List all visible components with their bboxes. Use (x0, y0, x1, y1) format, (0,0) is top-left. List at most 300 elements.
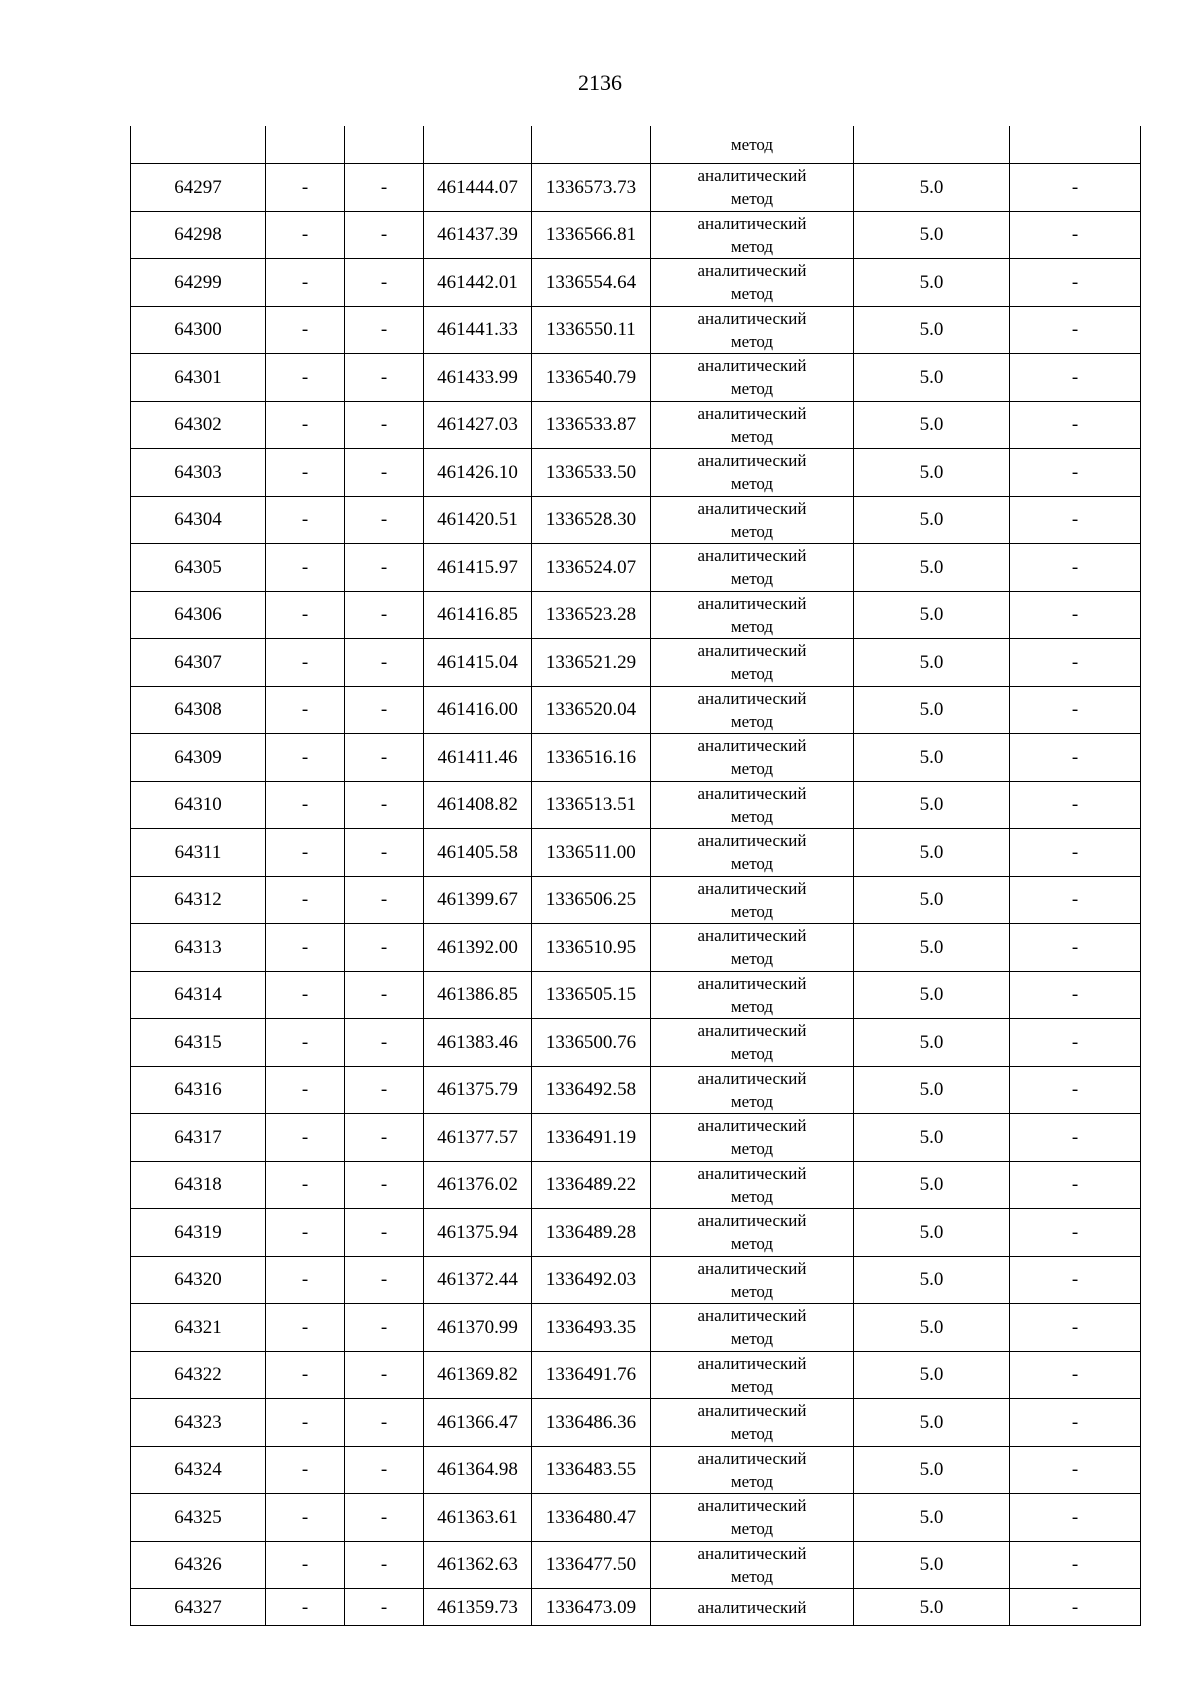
dash-cell: - (266, 781, 345, 829)
table-cell (532, 126, 651, 164)
dash-cell: - (345, 734, 424, 782)
dash-cell: - (266, 924, 345, 972)
table-row (131, 734, 1141, 782)
dash-cell: - (345, 1446, 424, 1494)
x-coordinate-cell: 461416.00 (424, 686, 532, 734)
point-id-cell: 64321 (131, 1304, 266, 1352)
accuracy-cell: 5.0 (854, 449, 1010, 497)
dash-cell: - (266, 876, 345, 924)
x-coordinate-cell: 461415.97 (424, 544, 532, 592)
table-row (131, 591, 1141, 639)
method-cell (651, 971, 854, 1019)
method-cell (651, 401, 854, 449)
dash-cell: - (1010, 686, 1141, 734)
continuation-row (131, 126, 1141, 164)
table-row (131, 1209, 1141, 1257)
method-line-1: аналитический (697, 1021, 807, 1041)
dash-cell: - (1010, 1256, 1141, 1304)
y-coordinate-cell: 1336491.19 (532, 1114, 651, 1162)
method-line-2: метод (730, 854, 774, 874)
method-cell (651, 1351, 854, 1399)
table-row (131, 686, 1141, 734)
y-coordinate-cell: 1336510.95 (532, 924, 651, 972)
x-coordinate-cell: 461405.58 (424, 829, 532, 877)
x-coordinate-cell: 461364.98 (424, 1446, 532, 1494)
point-id-cell: 64309 (131, 734, 266, 782)
method-line-1: аналитический (697, 878, 807, 898)
table-cell (854, 126, 1010, 164)
accuracy-cell: 5.0 (854, 1161, 1010, 1209)
dash-cell: - (1010, 496, 1141, 544)
y-coordinate-cell: 1336493.35 (532, 1304, 651, 1352)
method-line-1: аналитический (697, 1401, 807, 1421)
method-line-2: метод (730, 901, 774, 921)
dash-cell: - (266, 496, 345, 544)
method-line-1: аналитический (697, 1543, 807, 1563)
dash-cell: - (1010, 306, 1141, 354)
dash-cell: - (266, 259, 345, 307)
y-coordinate-cell: 1336505.15 (532, 971, 651, 1019)
method-cell (651, 591, 854, 639)
method-cell (651, 1114, 854, 1162)
table-row (131, 354, 1141, 402)
table-cell (1010, 126, 1141, 164)
point-id-cell: 64302 (131, 401, 266, 449)
method-cell (651, 1446, 854, 1494)
dash-cell: - (266, 1019, 345, 1067)
table-row (131, 401, 1141, 449)
accuracy-cell: 5.0 (854, 259, 1010, 307)
accuracy-cell: 5.0 (854, 1304, 1010, 1352)
method-line-2: метод (730, 379, 774, 399)
y-coordinate-cell: 1336513.51 (532, 781, 651, 829)
point-id-cell: 64297 (131, 164, 266, 212)
method-cell (651, 1161, 854, 1209)
dash-cell: - (1010, 449, 1141, 497)
dash-cell: - (266, 354, 345, 402)
method-line-1: аналитический (697, 1597, 807, 1617)
y-coordinate-cell: 1336533.50 (532, 449, 651, 497)
accuracy-cell: 5.0 (854, 544, 1010, 592)
point-id-cell: 64304 (131, 496, 266, 544)
y-coordinate-cell: 1336492.03 (532, 1256, 651, 1304)
method-line-1: аналитический (697, 1116, 807, 1136)
method-line-2: метод (730, 1281, 774, 1301)
x-coordinate-cell: 461363.61 (424, 1494, 532, 1542)
dash-cell: - (345, 1161, 424, 1209)
accuracy-cell: 5.0 (854, 1209, 1010, 1257)
table-row (131, 639, 1141, 687)
method-line-1: аналитический (697, 1448, 807, 1468)
x-coordinate-cell: 461411.46 (424, 734, 532, 782)
point-id-cell: 64310 (131, 781, 266, 829)
dash-cell: - (1010, 1161, 1141, 1209)
method-line-1: аналитический (697, 783, 807, 803)
table-row (131, 829, 1141, 877)
point-id-cell: 64323 (131, 1399, 266, 1447)
dash-cell: - (1010, 211, 1141, 259)
method-line-2: метод (730, 759, 774, 779)
method-cell (651, 306, 854, 354)
method-line-2: метод (730, 331, 774, 351)
accuracy-cell: 5.0 (854, 306, 1010, 354)
dash-cell: - (266, 591, 345, 639)
dash-cell: - (345, 1494, 424, 1542)
method-line-1: аналитический (697, 1068, 807, 1088)
method-line-2: метод (730, 1044, 774, 1064)
x-coordinate-cell: 461372.44 (424, 1256, 532, 1304)
point-id-cell: 64312 (131, 876, 266, 924)
y-coordinate-cell: 1336480.47 (532, 1494, 651, 1542)
table-row (131, 1019, 1141, 1067)
method-line-2: метод (730, 711, 774, 731)
table-row (131, 1066, 1141, 1114)
table-row (131, 1114, 1141, 1162)
point-id-cell: 64308 (131, 686, 266, 734)
dash-cell: - (345, 306, 424, 354)
x-coordinate-cell: 461433.99 (424, 354, 532, 402)
accuracy-cell: 5.0 (854, 829, 1010, 877)
y-coordinate-cell: 1336521.29 (532, 639, 651, 687)
y-coordinate-cell: 1336473.09 (532, 1589, 651, 1626)
dash-cell: - (266, 306, 345, 354)
method-line-2: метод (730, 949, 774, 969)
dash-cell: - (345, 1114, 424, 1162)
method-cell (651, 686, 854, 734)
table-cell (266, 126, 345, 164)
dash-cell: - (345, 1256, 424, 1304)
dash-cell: - (1010, 1304, 1141, 1352)
method-line-1: аналитический (697, 1353, 807, 1373)
table-row (131, 1161, 1141, 1209)
dash-cell: - (1010, 1541, 1141, 1589)
x-coordinate-cell: 461366.47 (424, 1399, 532, 1447)
x-coordinate-cell: 461441.33 (424, 306, 532, 354)
x-coordinate-cell: 461420.51 (424, 496, 532, 544)
y-coordinate-cell: 1336492.58 (532, 1066, 651, 1114)
method-cell (651, 1019, 854, 1067)
dash-cell: - (266, 449, 345, 497)
method-cell (651, 829, 854, 877)
point-id-cell: 64305 (131, 544, 266, 592)
point-id-cell: 64318 (131, 1161, 266, 1209)
y-coordinate-cell: 1336524.07 (532, 544, 651, 592)
accuracy-cell: 5.0 (854, 924, 1010, 972)
table-body (131, 126, 1141, 1626)
dash-cell: - (266, 1209, 345, 1257)
dash-cell: - (1010, 544, 1141, 592)
dash-cell: - (1010, 591, 1141, 639)
method-line-2: метод (730, 236, 774, 256)
point-id-cell: 64322 (131, 1351, 266, 1399)
y-coordinate-cell: 1336491.76 (532, 1351, 651, 1399)
dash-cell: - (1010, 1494, 1141, 1542)
method-line-2: метод (730, 616, 774, 636)
dash-cell: - (1010, 924, 1141, 972)
accuracy-cell: 5.0 (854, 211, 1010, 259)
method-line-1: аналитический (697, 1258, 807, 1278)
dash-cell: - (345, 971, 424, 1019)
dash-cell: - (1010, 876, 1141, 924)
method-cell (651, 1066, 854, 1114)
dash-cell: - (1010, 401, 1141, 449)
y-coordinate-cell: 1336489.22 (532, 1161, 651, 1209)
method-cell (651, 1541, 854, 1589)
method-line-2: метод (730, 1566, 774, 1586)
dash-cell: - (345, 449, 424, 497)
method-cell (651, 1494, 854, 1542)
dash-cell: - (266, 1446, 345, 1494)
dash-cell: - (345, 1351, 424, 1399)
dash-cell: - (345, 164, 424, 212)
method-line-1: аналитический (697, 166, 807, 186)
accuracy-cell: 5.0 (854, 1494, 1010, 1542)
method-line-1: аналитический (697, 926, 807, 946)
dash-cell: - (345, 829, 424, 877)
dash-cell: - (266, 1161, 345, 1209)
method-line-2: метод (730, 1424, 774, 1444)
dash-cell: - (345, 1019, 424, 1067)
accuracy-cell: 5.0 (854, 1399, 1010, 1447)
method-line-2: метод (730, 996, 774, 1016)
dash-cell: - (266, 1114, 345, 1162)
point-id-cell: 64317 (131, 1114, 266, 1162)
method-cell (651, 1256, 854, 1304)
method-line-1: аналитический (697, 973, 807, 993)
dash-cell: - (345, 1541, 424, 1589)
method-line-2: метод (730, 1471, 774, 1491)
method-line-2: метод (730, 284, 774, 304)
dash-cell: - (345, 354, 424, 402)
point-id-cell: 64319 (131, 1209, 266, 1257)
dash-cell: - (345, 1209, 424, 1257)
dash-cell: - (1010, 971, 1141, 1019)
dash-cell: - (345, 1066, 424, 1114)
x-coordinate-cell: 461359.73 (424, 1589, 532, 1626)
method-cell (651, 639, 854, 687)
accuracy-cell: 5.0 (854, 1066, 1010, 1114)
method-line-1: аналитический (697, 1211, 807, 1231)
x-coordinate-cell: 461377.57 (424, 1114, 532, 1162)
table-row (131, 1256, 1141, 1304)
method-line-2: метод (730, 426, 774, 446)
point-id-cell: 64320 (131, 1256, 266, 1304)
accuracy-cell: 5.0 (854, 686, 1010, 734)
dash-cell: - (266, 734, 345, 782)
table-row (131, 1541, 1141, 1589)
y-coordinate-cell: 1336573.73 (532, 164, 651, 212)
dash-cell: - (266, 1399, 345, 1447)
dash-cell: - (345, 924, 424, 972)
x-coordinate-cell: 461399.67 (424, 876, 532, 924)
method-line-1: аналитический (697, 451, 807, 471)
y-coordinate-cell: 1336489.28 (532, 1209, 651, 1257)
accuracy-cell: 5.0 (854, 1541, 1010, 1589)
method-line-1: аналитический (697, 593, 807, 613)
method-line-1: аналитический (697, 641, 807, 661)
x-coordinate-cell: 461427.03 (424, 401, 532, 449)
y-coordinate-cell: 1336523.28 (532, 591, 651, 639)
point-id-cell: 64300 (131, 306, 266, 354)
method-line-1: аналитический (697, 1496, 807, 1516)
x-coordinate-cell: 461426.10 (424, 449, 532, 497)
table-row (131, 1351, 1141, 1399)
method-line-1: аналитический (697, 546, 807, 566)
method-cell (651, 1399, 854, 1447)
dash-cell: - (266, 686, 345, 734)
x-coordinate-cell: 461376.02 (424, 1161, 532, 1209)
method-cell (651, 781, 854, 829)
dash-cell: - (266, 211, 345, 259)
dash-cell: - (1010, 639, 1141, 687)
dash-cell: - (345, 401, 424, 449)
dash-cell: - (345, 1399, 424, 1447)
point-id-cell: 64327 (131, 1589, 266, 1626)
table-row (131, 306, 1141, 354)
y-coordinate-cell: 1336520.04 (532, 686, 651, 734)
method-line-1: аналитический (697, 688, 807, 708)
accuracy-cell: 5.0 (854, 1114, 1010, 1162)
table-row (131, 1399, 1141, 1447)
table-row (131, 211, 1141, 259)
table-cell (345, 126, 424, 164)
method-cell: метод (651, 126, 854, 164)
method-line-1: аналитический (697, 498, 807, 518)
table-row (131, 1446, 1141, 1494)
method-cell (651, 259, 854, 307)
table-cell (131, 126, 266, 164)
accuracy-cell: 5.0 (854, 496, 1010, 544)
method-line-1: аналитический (697, 308, 807, 328)
x-coordinate-cell: 461386.85 (424, 971, 532, 1019)
dash-cell: - (266, 544, 345, 592)
accuracy-cell: 5.0 (854, 401, 1010, 449)
table-row (131, 1494, 1141, 1542)
accuracy-cell: 5.0 (854, 1019, 1010, 1067)
method-cell (651, 354, 854, 402)
table-row (131, 259, 1141, 307)
method-cell (651, 876, 854, 924)
point-id-cell: 64324 (131, 1446, 266, 1494)
dash-cell: - (1010, 1019, 1141, 1067)
y-coordinate-cell: 1336516.16 (532, 734, 651, 782)
x-coordinate-cell: 461369.82 (424, 1351, 532, 1399)
dash-cell: - (345, 259, 424, 307)
method-cell (651, 164, 854, 212)
method-cell (651, 1589, 854, 1626)
method-line-1: аналитический (697, 736, 807, 756)
dash-cell: - (345, 686, 424, 734)
method-line-2: метод (730, 1186, 774, 1206)
method-line-1: аналитический (697, 1306, 807, 1326)
table-row (131, 1589, 1141, 1626)
table-row (131, 1304, 1141, 1352)
dash-cell: - (266, 1066, 345, 1114)
dash-cell: - (345, 1589, 424, 1626)
dash-cell: - (345, 781, 424, 829)
dash-cell: - (1010, 1066, 1141, 1114)
dash-cell: - (266, 1541, 345, 1589)
method-cell (651, 1304, 854, 1352)
x-coordinate-cell: 461375.79 (424, 1066, 532, 1114)
dash-cell: - (266, 829, 345, 877)
y-coordinate-cell: 1336506.25 (532, 876, 651, 924)
method-line-2: метод (730, 189, 774, 209)
table-row (131, 164, 1141, 212)
accuracy-cell: 5.0 (854, 1351, 1010, 1399)
x-coordinate-cell: 461416.85 (424, 591, 532, 639)
accuracy-cell: 5.0 (854, 164, 1010, 212)
coordinates-table (130, 126, 1141, 1626)
method-cell (651, 496, 854, 544)
method-line-2: метод (730, 1091, 774, 1111)
dash-cell: - (266, 1304, 345, 1352)
dash-cell: - (1010, 734, 1141, 782)
dash-cell: - (345, 591, 424, 639)
point-id-cell: 64313 (131, 924, 266, 972)
method-line-2: метод (730, 664, 774, 684)
dash-cell: - (266, 401, 345, 449)
dash-cell: - (266, 971, 345, 1019)
table-row (131, 924, 1141, 972)
dash-cell: - (266, 164, 345, 212)
method-line-1: аналитический (697, 1163, 807, 1183)
table-cell (424, 126, 532, 164)
point-id-cell: 64298 (131, 211, 266, 259)
accuracy-cell: 5.0 (854, 876, 1010, 924)
dash-cell: - (1010, 164, 1141, 212)
method-line-2: метод (730, 569, 774, 589)
accuracy-cell: 5.0 (854, 734, 1010, 782)
y-coordinate-cell: 1336511.00 (532, 829, 651, 877)
y-coordinate-cell: 1336528.30 (532, 496, 651, 544)
method-cell (651, 1209, 854, 1257)
method-line-2: метод (730, 1376, 774, 1396)
method-line-1: аналитический (697, 356, 807, 376)
dash-cell: - (1010, 1114, 1141, 1162)
point-id-cell: 64314 (131, 971, 266, 1019)
dash-cell: - (266, 1494, 345, 1542)
point-id-cell: 64311 (131, 829, 266, 877)
y-coordinate-cell: 1336554.64 (532, 259, 651, 307)
table-row (131, 496, 1141, 544)
method-line-2: метод (730, 1234, 774, 1254)
y-coordinate-cell: 1336483.55 (532, 1446, 651, 1494)
point-id-cell: 64325 (131, 1494, 266, 1542)
x-coordinate-cell: 461408.82 (424, 781, 532, 829)
page-number: 2136 (578, 70, 622, 95)
dash-cell: - (266, 1256, 345, 1304)
accuracy-cell: 5.0 (854, 591, 1010, 639)
method-cell (651, 449, 854, 497)
dash-cell: - (1010, 1589, 1141, 1626)
table-row (131, 781, 1141, 829)
dash-cell: - (345, 544, 424, 592)
point-id-cell: 64301 (131, 354, 266, 402)
dash-cell: - (1010, 1446, 1141, 1494)
point-id-cell: 64315 (131, 1019, 266, 1067)
accuracy-cell: 5.0 (854, 1256, 1010, 1304)
method-line-2: метод (730, 474, 774, 494)
x-coordinate-cell: 461442.01 (424, 259, 532, 307)
method-cell (651, 544, 854, 592)
x-coordinate-cell: 461437.39 (424, 211, 532, 259)
dash-cell: - (1010, 781, 1141, 829)
x-coordinate-cell: 461444.07 (424, 164, 532, 212)
y-coordinate-cell: 1336533.87 (532, 401, 651, 449)
dash-cell: - (1010, 354, 1141, 402)
method-line-1: аналитический (697, 261, 807, 281)
